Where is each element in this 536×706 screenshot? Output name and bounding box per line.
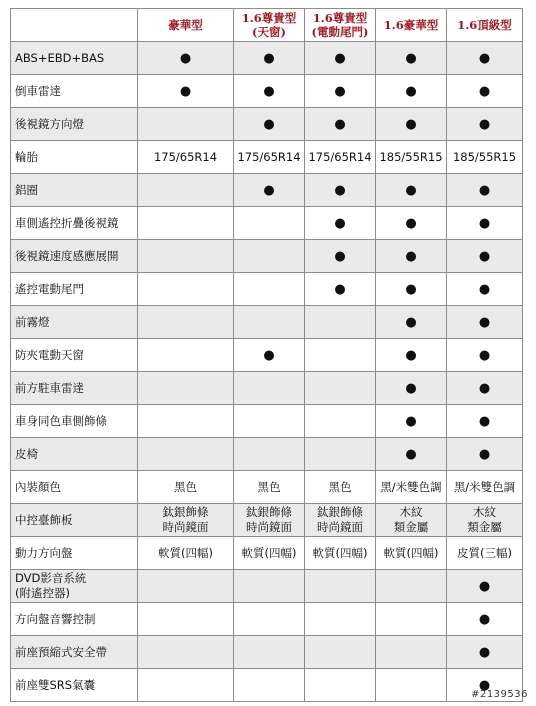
row-label [11,174,138,207]
table-cell [138,405,234,438]
table-cell [305,42,376,75]
table-row [11,174,523,207]
table-cell [305,405,376,438]
row-label-text: 防夾電動天窗 [15,347,84,362]
row-label [11,306,138,339]
cell-value: 木紋 類金屬 [467,505,502,534]
table-cell [447,174,523,207]
table-cell [447,471,523,504]
table-cell [138,306,234,339]
table-cell [305,75,376,108]
table-cell [376,273,447,306]
feature-dot-icon: ● [405,248,417,264]
row-label-text: 鋁圈 [15,182,38,197]
table-row [11,405,523,438]
row-label [11,42,138,75]
table-row [11,339,523,372]
row-label [11,240,138,273]
feature-dot-icon: ● [478,413,491,429]
table-cell [305,570,376,603]
table-cell [447,570,523,603]
cell-value: 黑/米雙色調 [453,479,516,494]
cell-value: 鈦銀飾條 時尚鏡面 [317,505,363,534]
cell-value: 黑色 [328,479,352,494]
table-cell [376,603,447,636]
header-text: 豪華型 [168,18,203,32]
table-cell [305,339,376,372]
table-cell [305,240,376,273]
table-cell [376,339,447,372]
cell-value: 鈦銀飾條 時尚鏡面 [162,505,209,534]
table-row [11,108,523,141]
table-cell [376,42,447,75]
feature-dot-icon: ● [179,50,192,66]
header-trim-4 [376,9,447,42]
cell-value: 黑色 [257,479,281,494]
feature-dot-icon: ● [405,116,417,132]
table-cell [305,108,376,141]
table-row [11,75,523,108]
header-trim-1 [138,9,234,42]
table-cell [234,372,305,405]
table-cell [305,273,376,306]
table-cell [234,570,305,603]
row-label [11,141,138,174]
table-cell [138,504,234,537]
header-trim-5 [447,9,523,42]
table-cell [376,75,447,108]
table-cell [138,207,234,240]
table-cell [305,174,376,207]
table-cell [376,405,447,438]
row-label [11,405,138,438]
feature-dot-icon: ● [478,677,491,693]
row-label [11,471,138,504]
header-row [11,9,523,42]
table-row [11,240,523,273]
spec-table [10,8,523,702]
row-label [11,603,138,636]
feature-dot-icon: ● [263,50,275,66]
row-label-text: 方向盤音響控制 [15,611,96,626]
feature-dot-icon: ● [478,182,491,198]
table-cell [447,504,523,537]
table-cell [376,141,447,174]
table-cell [447,240,523,273]
feature-dot-icon: ● [405,281,417,297]
table-cell [234,504,305,537]
table-cell [305,471,376,504]
watermark-text: #2139536 [471,689,528,700]
feature-dot-icon: ● [334,116,346,132]
table-cell [447,438,523,471]
table-cell [234,438,305,471]
table-cell [305,372,376,405]
feature-dot-icon: ● [405,314,417,330]
feature-dot-icon: ● [478,248,491,264]
table-cell [138,603,234,636]
table-cell [138,570,234,603]
table-cell [305,141,376,174]
feature-dot-icon: ● [478,446,491,462]
table-cell [234,603,305,636]
row-label-text: 前霧燈 [15,314,50,329]
table-cell [138,240,234,273]
table-cell [138,636,234,669]
feature-dot-icon: ● [478,611,491,627]
table-row [11,636,523,669]
table-row [11,471,523,504]
table-cell [234,306,305,339]
cell-value: 185/55R15 [379,149,443,164]
table-cell [447,141,523,174]
table-cell [234,174,305,207]
row-label-text: 前座雙SRS氣囊 [15,677,96,692]
row-label [11,339,138,372]
table-cell [376,636,447,669]
table-row [11,438,523,471]
row-label-text: 後視鏡方向燈 [15,116,84,131]
table-cell [234,42,305,75]
table-row [11,669,523,702]
cell-value: 175/65R14 [237,149,301,164]
table-cell [138,108,234,141]
table-cell [138,174,234,207]
feature-dot-icon: ● [478,578,491,594]
feature-dot-icon: ● [263,347,275,363]
table-cell [447,42,523,75]
table-cell [305,537,376,570]
table-row [11,570,523,603]
cell-value: 175/65R14 [308,149,372,164]
table-cell [305,669,376,702]
table-cell [305,306,376,339]
table-cell [234,636,305,669]
row-label [11,537,138,570]
row-label-text: 遙控電動尾門 [15,281,84,296]
table-cell [234,471,305,504]
header-label-cell [11,9,138,42]
table-cell [447,75,523,108]
table-cell [234,141,305,174]
cell-value: 木紋 類金屬 [393,505,429,534]
row-label-text: DVD影音系統 (附遙控器) [15,571,87,600]
table-cell [447,636,523,669]
table-cell [376,174,447,207]
row-label-text: 車身同色車側飾條 [15,413,107,428]
row-label-text: 輪胎 [15,149,38,164]
table-row [11,42,523,75]
table-cell [138,537,234,570]
feature-dot-icon: ● [478,116,491,132]
table-cell [376,372,447,405]
table-cell [376,438,447,471]
feature-dot-icon: ● [263,182,275,198]
feature-dot-icon: ● [263,83,275,99]
header-text: 1.6頂級型 [457,18,512,32]
feature-dot-icon: ● [334,182,346,198]
table-cell [376,240,447,273]
cell-value: 軟質(四幅) [383,545,439,560]
row-label-text: 皮椅 [15,446,38,461]
table-cell [305,504,376,537]
header-text: 1.6豪華型 [383,18,439,32]
cell-value: 黑色 [174,479,197,494]
cell-value: 皮質(三幅) [457,545,512,560]
table-cell [376,108,447,141]
table-cell [447,603,523,636]
header-trim-3 [305,9,376,42]
table-cell [305,438,376,471]
feature-dot-icon: ● [405,182,417,198]
row-label [11,636,138,669]
feature-dot-icon: ● [263,116,275,132]
row-label-text: 前座預縮式安全帶 [15,644,107,659]
feature-dot-icon: ● [334,83,346,99]
feature-dot-icon: ● [179,83,192,99]
table-cell [234,240,305,273]
feature-dot-icon: ● [334,248,346,264]
table-row [11,504,523,537]
table-cell [234,339,305,372]
row-label [11,75,138,108]
table-cell [447,405,523,438]
table-row [11,537,523,570]
table-cell [234,273,305,306]
table-row [11,306,523,339]
cell-value: 185/55R15 [452,149,517,164]
table-cell [376,669,447,702]
row-label-text: ABS+EBD+BAS [15,50,105,65]
table-cell [138,42,234,75]
row-label-text: 後視鏡速度感應展開 [15,248,119,263]
table-cell [447,273,523,306]
row-label-text: 動力方向盤 [15,545,73,560]
table-cell [376,207,447,240]
table-cell [138,339,234,372]
feature-dot-icon: ● [405,446,417,462]
table-cell [234,537,305,570]
table-cell [138,438,234,471]
feature-dot-icon: ● [478,50,491,66]
table-cell [138,372,234,405]
table-cell [376,471,447,504]
feature-dot-icon: ● [405,83,417,99]
feature-dot-icon: ● [478,644,491,660]
cell-value: 175/65R14 [153,149,218,164]
feature-dot-icon: ● [478,380,491,396]
row-label-text: 倒車雷達 [15,83,61,98]
table-cell [138,75,234,108]
feature-dot-icon: ● [478,347,491,363]
feature-dot-icon: ● [405,413,417,429]
feature-dot-icon: ● [405,380,417,396]
table-row [11,603,523,636]
table-cell [376,537,447,570]
row-label-text: 車側遙控折疊後視鏡 [15,215,119,230]
table-cell [305,636,376,669]
table-cell [447,207,523,240]
table-cell [447,108,523,141]
feature-dot-icon: ● [478,83,491,99]
row-label-text: 內裝顏色 [15,479,61,494]
table-cell [447,537,523,570]
table-row [11,372,523,405]
table-cell [138,669,234,702]
row-label-text: 前方駐車雷達 [15,380,84,395]
feature-dot-icon: ● [334,281,346,297]
header-trim-2 [234,9,305,42]
row-label [11,273,138,306]
table-cell [447,372,523,405]
header-text: 1.6尊貴型 (電動尾門) [311,11,369,39]
header-text: 1.6尊貴型 (天窗) [241,11,297,39]
table-cell [447,339,523,372]
row-label [11,504,138,537]
table-cell [138,273,234,306]
table-row [11,207,523,240]
feature-dot-icon: ● [334,50,346,66]
row-label [11,669,138,702]
cell-value: 黑/米雙色調 [380,479,442,494]
cell-value: 軟質(四幅) [312,545,368,560]
feature-dot-icon: ● [405,347,417,363]
table-cell [305,207,376,240]
table-row [11,273,523,306]
row-label [11,207,138,240]
table-cell [234,405,305,438]
table-cell [447,306,523,339]
table-cell [305,603,376,636]
table-cell [138,141,234,174]
feature-dot-icon: ● [334,215,346,231]
feature-dot-icon: ● [478,215,491,231]
table-cell [234,207,305,240]
row-label [11,438,138,471]
table-row [11,141,523,174]
row-label [11,570,138,603]
row-label [11,372,138,405]
table-cell [376,504,447,537]
table-cell [376,570,447,603]
row-label [11,108,138,141]
row-label-text: 中控臺飾板 [15,512,73,527]
feature-dot-icon: ● [405,50,417,66]
table-cell [138,471,234,504]
feature-dot-icon: ● [405,215,417,231]
table-cell [234,669,305,702]
table-cell [234,75,305,108]
cell-value: 軟質(四幅) [241,545,297,560]
cell-value: 軟質(四幅) [158,545,213,560]
table-cell [234,108,305,141]
feature-dot-icon: ● [478,314,491,330]
feature-dot-icon: ● [478,281,491,297]
cell-value: 鈦銀飾條 時尚鏡面 [246,505,292,534]
table-cell [376,306,447,339]
